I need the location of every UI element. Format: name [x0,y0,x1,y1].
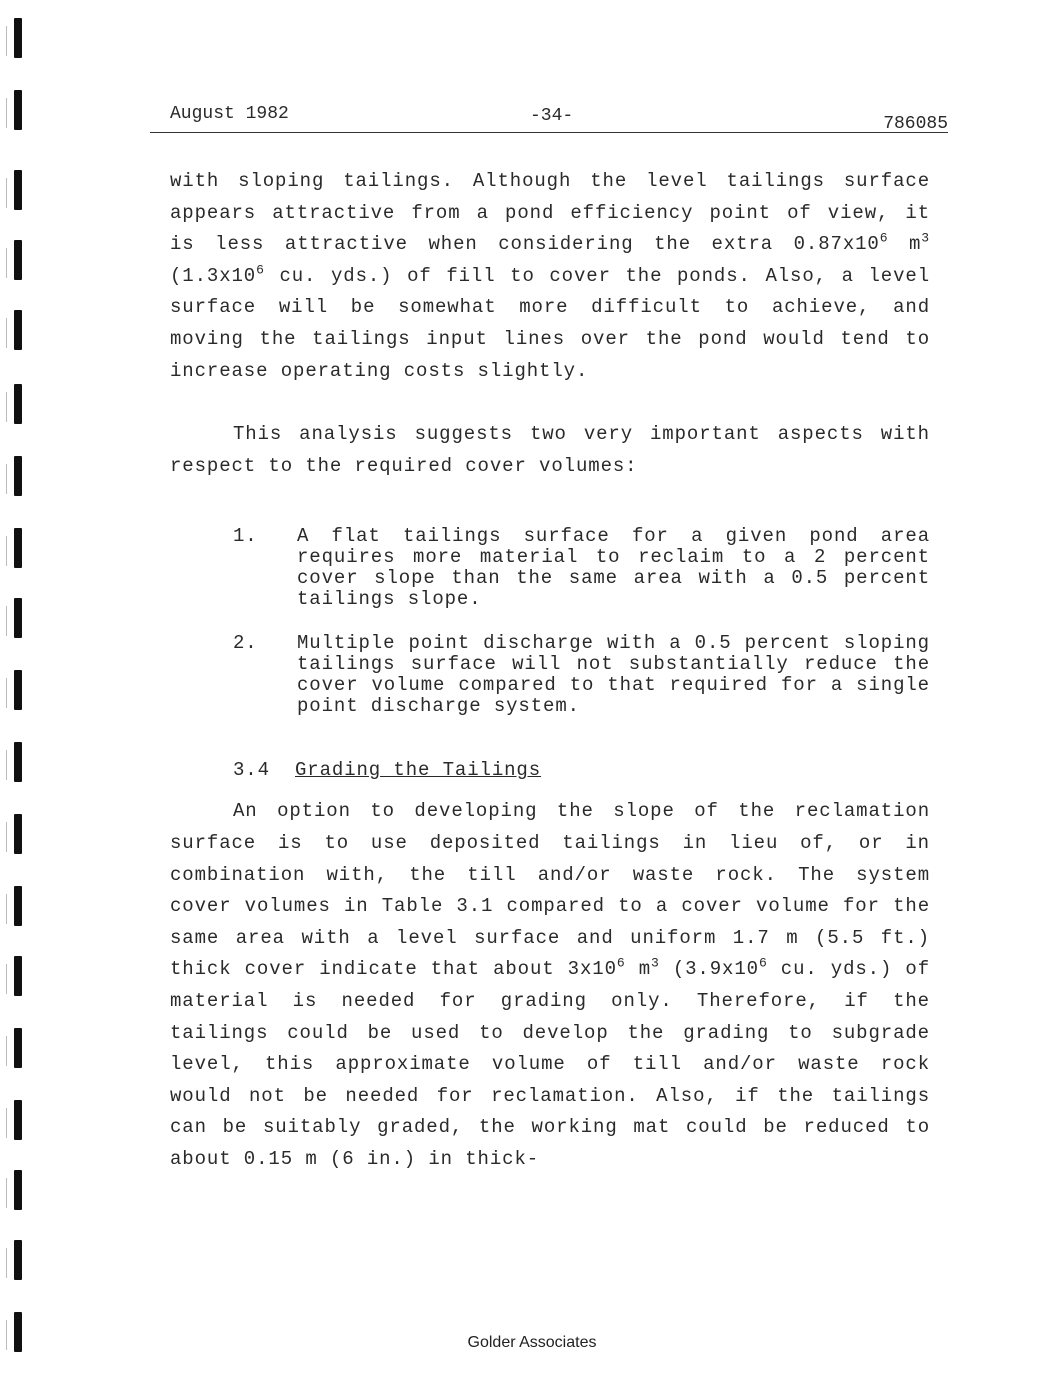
paragraph-text: m [625,958,652,981]
binder-hole [14,1240,22,1280]
superscript: 3 [651,955,660,971]
list-number: 1. [233,525,258,548]
superscript: 3 [921,230,930,246]
binder-hole [14,170,22,210]
paragraph-3 [170,796,930,1175]
paragraph-text: cu. yds.) of material is needed for grading only. Therefore, if the tailings could be used to develop the grading to subgrade level, this approximate volume of till and/or waste rock would not be needed for reclamation. Also, if the tailings can be suitably graded, the working mat could be reduced to about 0.15 m (6 in.) in thick- [170,958,930,1170]
numbered-list [170,526,930,717]
list-item [170,526,930,610]
binder-hole [14,90,22,130]
binder-hole [14,240,22,280]
binder-hole [14,1170,22,1210]
binder-hole [14,598,22,638]
paragraph-text: (3.9x10 [659,958,759,981]
section-heading [170,755,930,786]
binder-hole [14,18,22,58]
paragraph-2: This analysis suggests two very important aspects with respect to the required cover volumes: [170,423,930,477]
header-date: August 1982 [170,104,289,124]
paragraph-text: An option to developing the slope of the reclamation surface is to use deposited tailings in lieu of, or in combination with, the till and/or waste rock. The system cover volumes in Table 3.1 compared to a cover volume for the same area with a level surface and uniform 1.7 m (5.5 ft.) thick cover indicate that about 3x10 [170,800,930,981]
binder-hole [14,1028,22,1068]
page-number: -34- [530,106,574,126]
binder-hole [14,670,22,710]
list-item [170,633,930,717]
section-number: 3.4 [233,759,270,782]
superscript: 6 [758,955,768,971]
paragraph-1 [170,166,930,387]
binder-hole [14,384,22,424]
paragraph-text: m [888,233,922,256]
binder-hole [14,456,22,496]
superscript: 6 [616,955,626,971]
list-number: 2. [233,632,258,655]
section-title: Grading the Tailings [295,759,542,782]
document-number: 786085 [883,114,948,134]
binder-hole [14,886,22,926]
binder-hole [14,528,22,568]
page-footer: Golder Associates [467,1334,597,1351]
paragraph-text: cu. yds.) of fill to cover the ponds. Also, a level surface will be somewhat more difficult to achieve, and moving the tailings input lines over the pond would tend to increase operating costs slightly. [170,264,930,382]
superscript: 6 [256,262,265,278]
list-text: Multiple point discharge with a 0.5 percent sloping tailings surface will not substantially reduce the cover volume compared to that required for a single point discharge system. [297,632,930,718]
binder-hole [14,814,22,854]
superscript: 6 [879,230,889,246]
paragraph-text: with sloping tailings. Although the level tailings surface appears attractive from a pond efficiency point of view, it is less attractive when considering the extra 0.87x10 [170,170,930,256]
page-body [170,166,930,1175]
binder-hole [14,742,22,782]
binder-hole [14,956,22,996]
binder-hole [14,310,22,350]
binder-hole [14,1100,22,1140]
paragraph-text: (1.3x10 [170,264,257,287]
page-header [150,100,948,133]
binder-holes [0,0,40,1380]
list-text: A flat tailings surface for a given pond area requires more material to reclaim to a 2 percent cover slope than the same area with a 0.5 percent tailings slope. [297,525,930,611]
